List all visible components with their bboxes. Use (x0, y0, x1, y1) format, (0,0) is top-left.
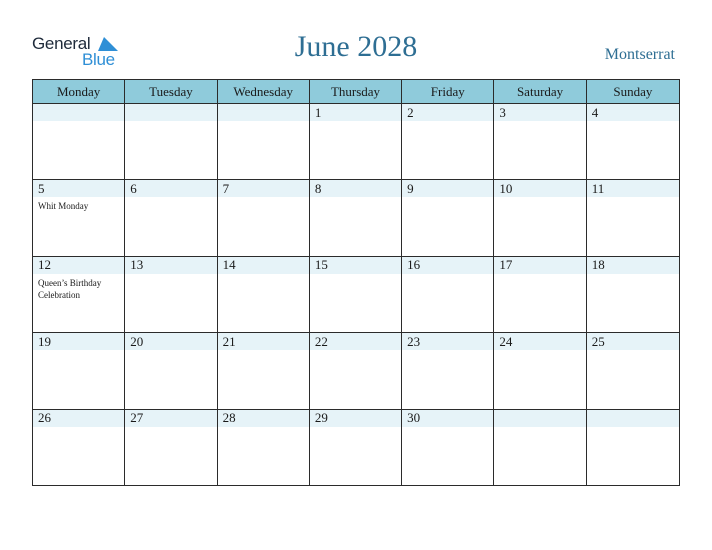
day-number: 20 (125, 333, 216, 350)
day-cell (33, 180, 125, 255)
day-cell (494, 410, 586, 486)
day-cell (587, 410, 679, 486)
calendar-grid (32, 79, 680, 486)
day-number: 13 (125, 257, 216, 274)
day-number: 19 (33, 333, 124, 350)
day-cell (218, 410, 310, 486)
day-cell (125, 410, 217, 486)
weekday-saturday: Saturday (494, 80, 586, 103)
day-cell (310, 410, 402, 486)
day-cell (125, 104, 217, 179)
day-cell (125, 180, 217, 255)
day-number: 21 (218, 333, 309, 350)
day-cell (494, 180, 586, 255)
weekday-header (33, 80, 679, 104)
week-row (33, 104, 679, 180)
day-number: 14 (218, 257, 309, 274)
day-cell (402, 257, 494, 332)
day-cell (587, 333, 679, 408)
day-cell (218, 104, 310, 179)
day-number: 3 (494, 104, 585, 121)
day-cell (218, 257, 310, 332)
day-number: 30 (402, 410, 493, 427)
day-cell (33, 257, 125, 332)
calendar-title: June 2028 (294, 30, 418, 63)
week-row (33, 410, 679, 486)
day-number: 10 (494, 180, 585, 197)
day-cell (402, 104, 494, 179)
day-number: 2 (402, 104, 493, 121)
day-number (218, 104, 309, 121)
day-cell (310, 180, 402, 255)
day-cell (494, 104, 586, 179)
day-cell (218, 333, 310, 408)
day-number: 24 (494, 333, 585, 350)
weekday-wednesday: Wednesday (218, 80, 310, 103)
day-number: 12 (33, 257, 124, 274)
day-cell (587, 104, 679, 179)
day-number: 11 (587, 180, 679, 197)
day-cell (33, 410, 125, 486)
day-number (33, 104, 124, 121)
holiday-label: Whit Monday (38, 201, 89, 212)
day-number: 7 (218, 180, 309, 197)
day-number: 15 (310, 257, 401, 274)
day-cell (310, 257, 402, 332)
day-number: 23 (402, 333, 493, 350)
week-row (33, 257, 679, 333)
weekday-friday: Friday (402, 80, 494, 103)
weekday-monday: Monday (33, 80, 125, 103)
day-cell (402, 333, 494, 408)
day-cell (402, 410, 494, 486)
holiday-label: Queen’s Birthday Celebration (38, 277, 102, 300)
day-cell (218, 180, 310, 255)
weekday-tuesday: Tuesday (125, 80, 217, 103)
day-cell (125, 257, 217, 332)
day-number: 8 (310, 180, 401, 197)
day-number (125, 104, 216, 121)
week-row (33, 333, 679, 409)
day-number: 1 (310, 104, 401, 121)
day-number: 16 (402, 257, 493, 274)
day-cell (494, 333, 586, 408)
day-cell (494, 257, 586, 332)
country-label: Montserrat (604, 46, 675, 63)
day-number: 28 (218, 410, 309, 427)
day-number: 27 (125, 410, 216, 427)
day-number: 6 (125, 180, 216, 197)
day-number (587, 410, 679, 427)
day-cell (125, 333, 217, 408)
day-cell (33, 333, 125, 408)
day-number: 4 (587, 104, 679, 121)
weekday-thursday: Thursday (310, 80, 402, 103)
day-cell (33, 104, 125, 179)
weekday-sunday: Sunday (613, 83, 653, 99)
day-number: 9 (402, 180, 493, 197)
logo-blue-text: Blue (82, 50, 115, 69)
day-number: 17 (494, 257, 585, 274)
day-number: 25 (587, 333, 679, 350)
day-number: 18 (587, 257, 679, 274)
week-row (33, 180, 679, 256)
day-cell (402, 180, 494, 255)
logo-general-text: General (32, 34, 91, 53)
day-number: 22 (310, 333, 401, 350)
day-number (494, 410, 585, 427)
day-cell (587, 257, 679, 332)
day-cell (310, 104, 402, 179)
day-number: 29 (310, 410, 401, 427)
weeks (33, 104, 679, 486)
day-cell (310, 333, 402, 408)
day-cell (587, 180, 679, 255)
day-number: 26 (33, 410, 124, 427)
day-number: 5 (33, 180, 124, 197)
